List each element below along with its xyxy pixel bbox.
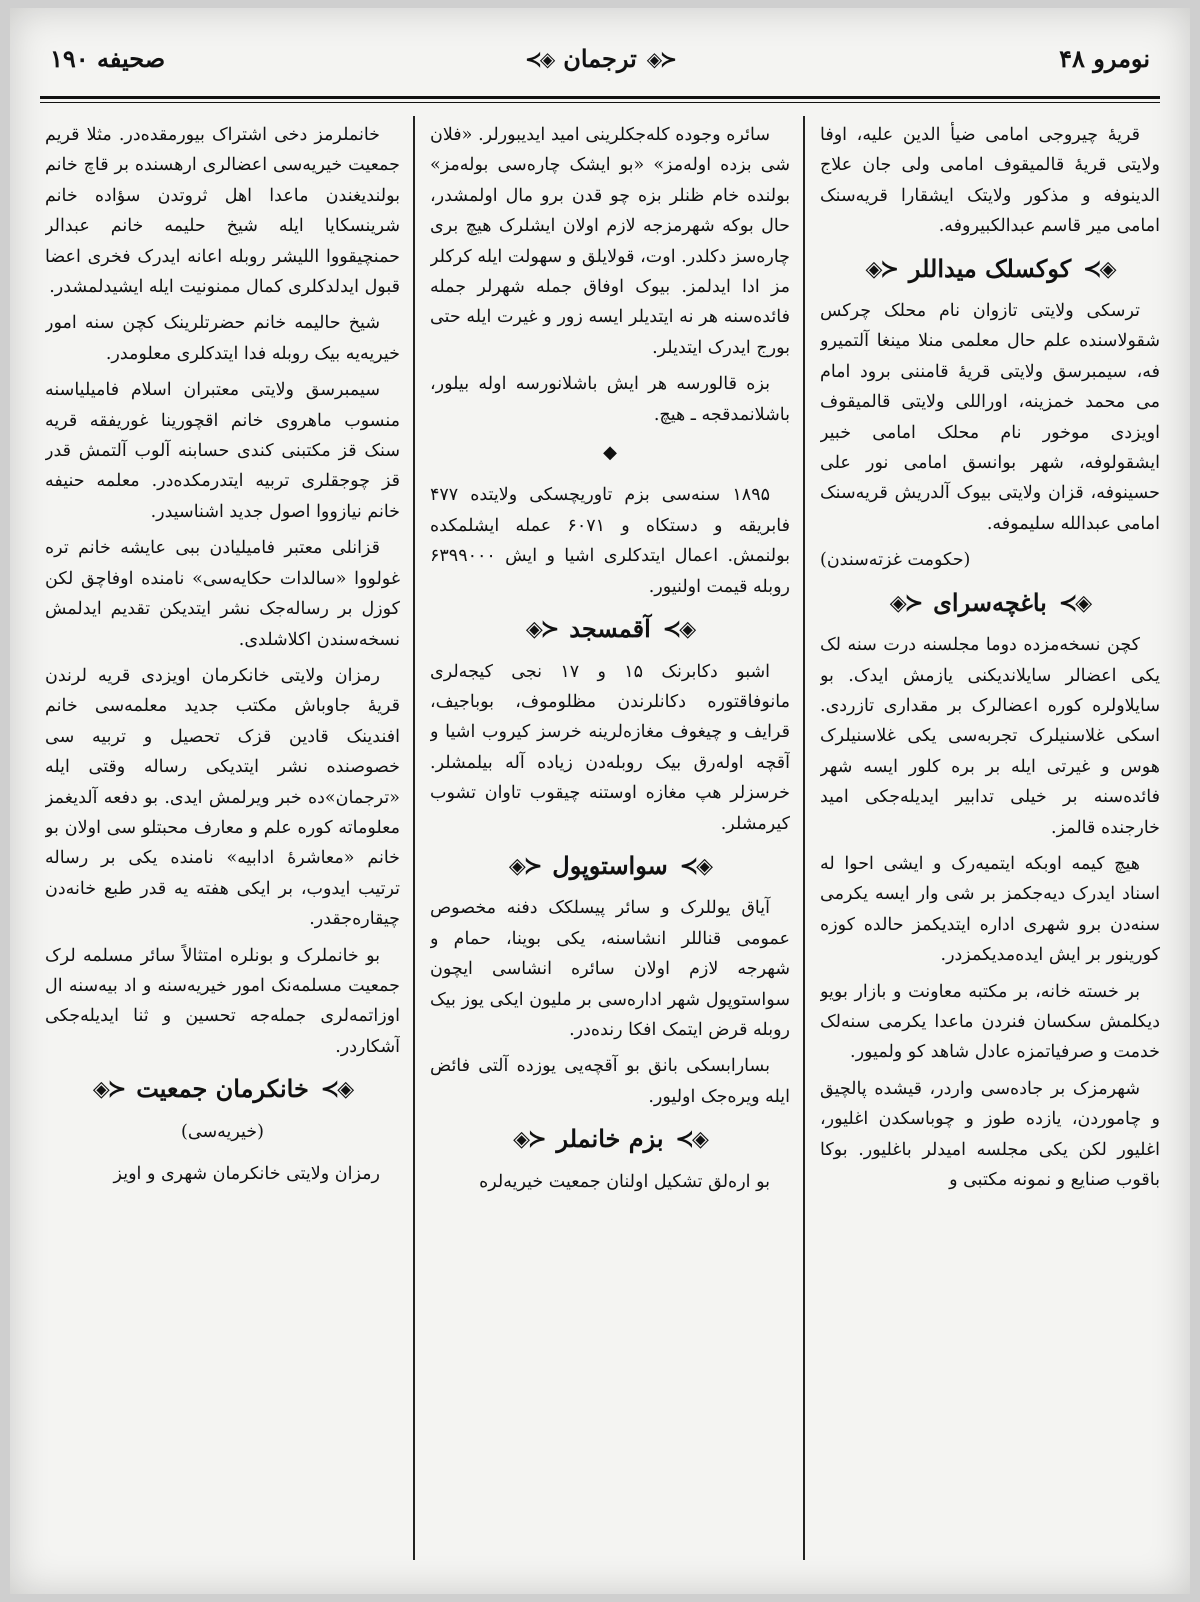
section-heading [45, 1074, 400, 1104]
article-paragraph: ۱۸۹۵ سنه‌سی بزم تاوریچسکی ولایتده ۴۷۷ فابریقه و دستکاه و ۶۰۷۱ عمله ایشلمکده بولنمش. اعمال ایتدکلری اشیا و ایش ۶۳۹۹۰۰۰ روبله قیمت اولنیور. [430, 485, 790, 597]
article-paragraph: هیچ کیمه اوبکه ایتمیه‌رک و ایشی احوا له اسناد ایدرک دیه‌جکمز بر شی وار ایسه یکرمی سنه‌دن برو شهری اداره ایتدیکمز حالده کوزه کورینور بر ایش ایده‌مدیکمزدر. [820, 853, 1160, 966]
subheading: (خیریه‌سی) [181, 1121, 264, 1142]
diamond-divider-icon: ◆ [603, 442, 617, 464]
section-heading [430, 614, 790, 644]
heading-text: آقمسجد [569, 614, 651, 644]
section-heading [430, 851, 790, 881]
article-paragraph: رمزان ولایتی خانکرمان شهری و اویز [113, 1164, 380, 1184]
ornament-icon: ≺◈ [525, 616, 558, 643]
article-paragraph: شهرمزک بر جاده‌سی واردر، قیشده پالچیق و چاموردن، یازده طوز و چوباسکدن اغلیور، اغلیور لکن یکی مجلسه امیدلر باغلیور. بوکا باقوب صنایع و نمونه مکتبی و [820, 1078, 1160, 1190]
article-paragraph: آیاق یوللرک و سائر پیسلکک دفنه مخصوص عمومی قناللر انشاسنه، یکی بوینا، حمام و شهرجه لازم اولان سائره انشاسی ایچون سواستوپول شهر اداره‌سی بر ملیون ایکی یوز بیک روبله قرض ایتمک افکا رنده‌در. [430, 898, 790, 1040]
header-rule [40, 96, 1160, 99]
issue-number: نومرو ۴۸ [1059, 44, 1150, 73]
article-paragraph: بو اره‌لق تشکیل اولنان جمعیت خیریه‌لره [479, 1171, 770, 1192]
article-paragraph: رمزان ولایتی خانکرمان اویزدی قریه لرندن قریهٔ جاوباش مکتب جدید معلمه‌سی خانم افندینک قادین قزک تحصیل و تربیه سی خصوصنده نشر ایتدیکی رساله وقتی ایله «ترجمان»ده خبر ویرلمش ایدی. بو دفعه آلدیغمز معلوماته کوره علم و معارف محبتلو سی اولان بو خانم «معاشرهٔ ادابیه» نامنده یکی بر رساله ترتیب ایدوب، بر ایکی هفته یه قدر طبع خانه‌دن چیقاره‌جقدر. [45, 665, 400, 930]
ornament-icon: ◈≻ [525, 46, 554, 71]
masthead-title: ترجمان [563, 44, 637, 73]
ornament-icon: ◈≻ [662, 616, 695, 643]
article-paragraph: بر خسته خانه، بر مکتبه معاونت و بازار بویو دیکلمش سکسان فنردن ماعدا یکرمی سنه‌لک خدمت و صرفیاتمزه عادل شاهد کو ولمیور. [820, 981, 1160, 1063]
column-divider [803, 116, 805, 1560]
ornament-icon: ◈≻ [675, 1126, 707, 1153]
ornament-icon: ◈≻ [1083, 255, 1115, 282]
heading-text: باغچه‌سرای [933, 587, 1047, 617]
ornament-icon: ≺◈ [513, 1126, 545, 1153]
ornament-icon: ≺◈ [889, 589, 922, 616]
article-paragraph: اشبو دکابرنک ۱۵ و ۱۷ نجی کیجه‌لری مانوفاقتوره دکانلرندن مظلوموف، بوباجیف، قرایف و چیغوف مغازه‌لرینه خرسز کیروب اشیا و آقچه اوله‌رق بیک روبله‌دن زیاده آله بیلمشلر. خرسزلر هپ مغازه اوستنه چیقوب تاوان تشوب کیرمشلر. [430, 661, 790, 834]
ornament-icon: ≺◈ [646, 46, 675, 71]
column-right [820, 120, 1160, 1560]
heading-text: بزم خانملر [556, 1124, 664, 1154]
article-paragraph: سیمبرسق ولایتی معتبران اسلام فامیلیاسنه منسوب ماهروی خانم اقچورینا غوریفقه قریه سنک قز مکتبنی کندی حسابنه آلوب آلتمش قدر قز چوجقلری تربیه ایتدرمکده‌در. معلمه حنیفه خانم نیازووا اصول جدید اشناسیدر. [45, 380, 400, 522]
section-heading [820, 254, 1160, 284]
article-paragraph: قریهٔ چیروجی امامی ضیأ الدین علیه، اوفا ولایتی قریهٔ قالمیقوف امامی ولی جان علاج الدینوفه و مذکور ولایتک ایشقارا قریه‌سنک امامی میر قاسم عبدالکبیروفه. [820, 125, 1160, 237]
article-paragraph: ترسکی ولایتی تازوان نام محلک چرکس شقولاسنده علم حال معلمی منلا مینغا آلتمیرو فه، سیمبرسق ولایتی قریهٔ قامننی برود امام می محمد خمزینه، اوراللی ولایتی قالمیقوف اویزدی موخور نام محلک امامی خبیر ایشقولوفه، شهر بوانسق امامی نور علی حسینوفه، قزان ولایتی بیوک آلدریش قریه‌سنک امامی عبدالله سلیموفه. [820, 301, 1160, 534]
ornament-icon: ≺◈ [865, 255, 897, 282]
header-rule-thin [40, 102, 1160, 103]
article-paragraph: بزه قالورسه هر ایش باشلانورسه اوله بیلور، باشلانمدقجه ـ هیچ. [430, 374, 790, 425]
ornament-icon: ≺◈ [508, 852, 541, 879]
article-paragraph: بو خانملرک و بونلره امتثالاً سائر مسلمه لرک جمعیت مسلمه‌نک امور خیریه‌سنه و اد بیه‌سنه ال اوزاتمه‌لری جمله‌جه تحسین و ثنا ایدیله‌جکی آشکاردر. [45, 945, 400, 1057]
source-note: (حکومت غزته‌سندن) [820, 550, 971, 571]
section-heading [430, 1124, 790, 1154]
section-heading [820, 588, 1160, 618]
article-paragraph: کچن نسخه‌مزده دوما مجلسنه درت سنه لک یکی اعضالر سایلاندیکنی یازمش ایدک. بو سایلاولره کوره اعضالرک بر مقداری تازردی. اسکی غلاسنیلرک تجربه‌سی یکی غلاسنیلرک هوس و غیرتی ایله بر بره کلور ایسه شهر فائده‌سنه بر خیلی تدابیر ایدیله‌جکی امید خارجنده قالمز. [820, 635, 1160, 838]
article-paragraph: قزانلی معتبر فامیلیادن ببی عایشه خانم تره غولووا «سالدات حکایه‌سی» نامنده اوفاچق لکن کوزل بر رساله‌جک نشر ایتدیکن تقدیم ایدلمش نسخه‌سندن اکلاشلدی. [45, 538, 400, 650]
article-paragraph: بسارابسکی بانق بو آقچه‌یی یوزده آلتی فائض ایله ویره‌جک اولیور. [430, 1056, 790, 1107]
ornament-icon: ◈≻ [1058, 589, 1091, 616]
column-middle [430, 120, 790, 1560]
column-divider [413, 116, 415, 1560]
ornament-icon: ◈≻ [320, 1076, 353, 1103]
ornament-icon: ≺◈ [92, 1076, 125, 1103]
heading-text: سواستوپول [552, 850, 668, 880]
heading-text: کوکسلک میداللر [908, 253, 1072, 283]
newspaper-page [10, 8, 1190, 1594]
column-left [45, 120, 400, 1560]
masthead [525, 44, 675, 73]
article-paragraph: خانملرمز دخی اشتراک بیورمقده‌در. مثلا قریم جمعیت خیریه‌سی اعضالری ارهسنده بر قاچ خانم بولندیغندن ماعدا اهل ثروتدن سؤاده خانم شرینسکایا ایله شیخ حلیمه خانم عبدالر حمنچیقووا اللیشر روبله اعانه ایدرک فخری اعضا قبول ایدلدکلری کمال ممنونیت ایله ایشیدلمشدر. [45, 125, 400, 298]
ornament-icon: ◈≻ [679, 852, 712, 879]
heading-text: خانکرمان جمعیت [136, 1074, 309, 1104]
page-header [40, 38, 1160, 98]
page-number: صحیفه ۱۹۰ [50, 44, 166, 73]
article-paragraph: شیخ حالیمه خانم حضرتلرینک کچن سنه امور خیریه‌یه بیک روبله فدا ایتدکلری معلومدر. [45, 313, 400, 364]
article-paragraph: سائره وجوده کله‌جکلرینی امید ایدیبورلر. «فلان شی بزده اوله‌مز» «بو ایشک چاره‌سی بوله‌مز» بولنده خام ظنلر بزه چو قدن برو مال اولمشدر، حال بوکه شهرمزجه لازم اولان ایشلرک هیچ بری چاره‌سز دکلدر. اوت، قولایلق و سهولت ایله کرکلر مز ادا ایدلمز. بیوک اوفاق جمله شهرلر جمله فائده‌سنه هر نه ایتدیلر ایسه زور و غیرت ایله حتی بورج ایدرک ایتدیلر. [430, 125, 790, 358]
